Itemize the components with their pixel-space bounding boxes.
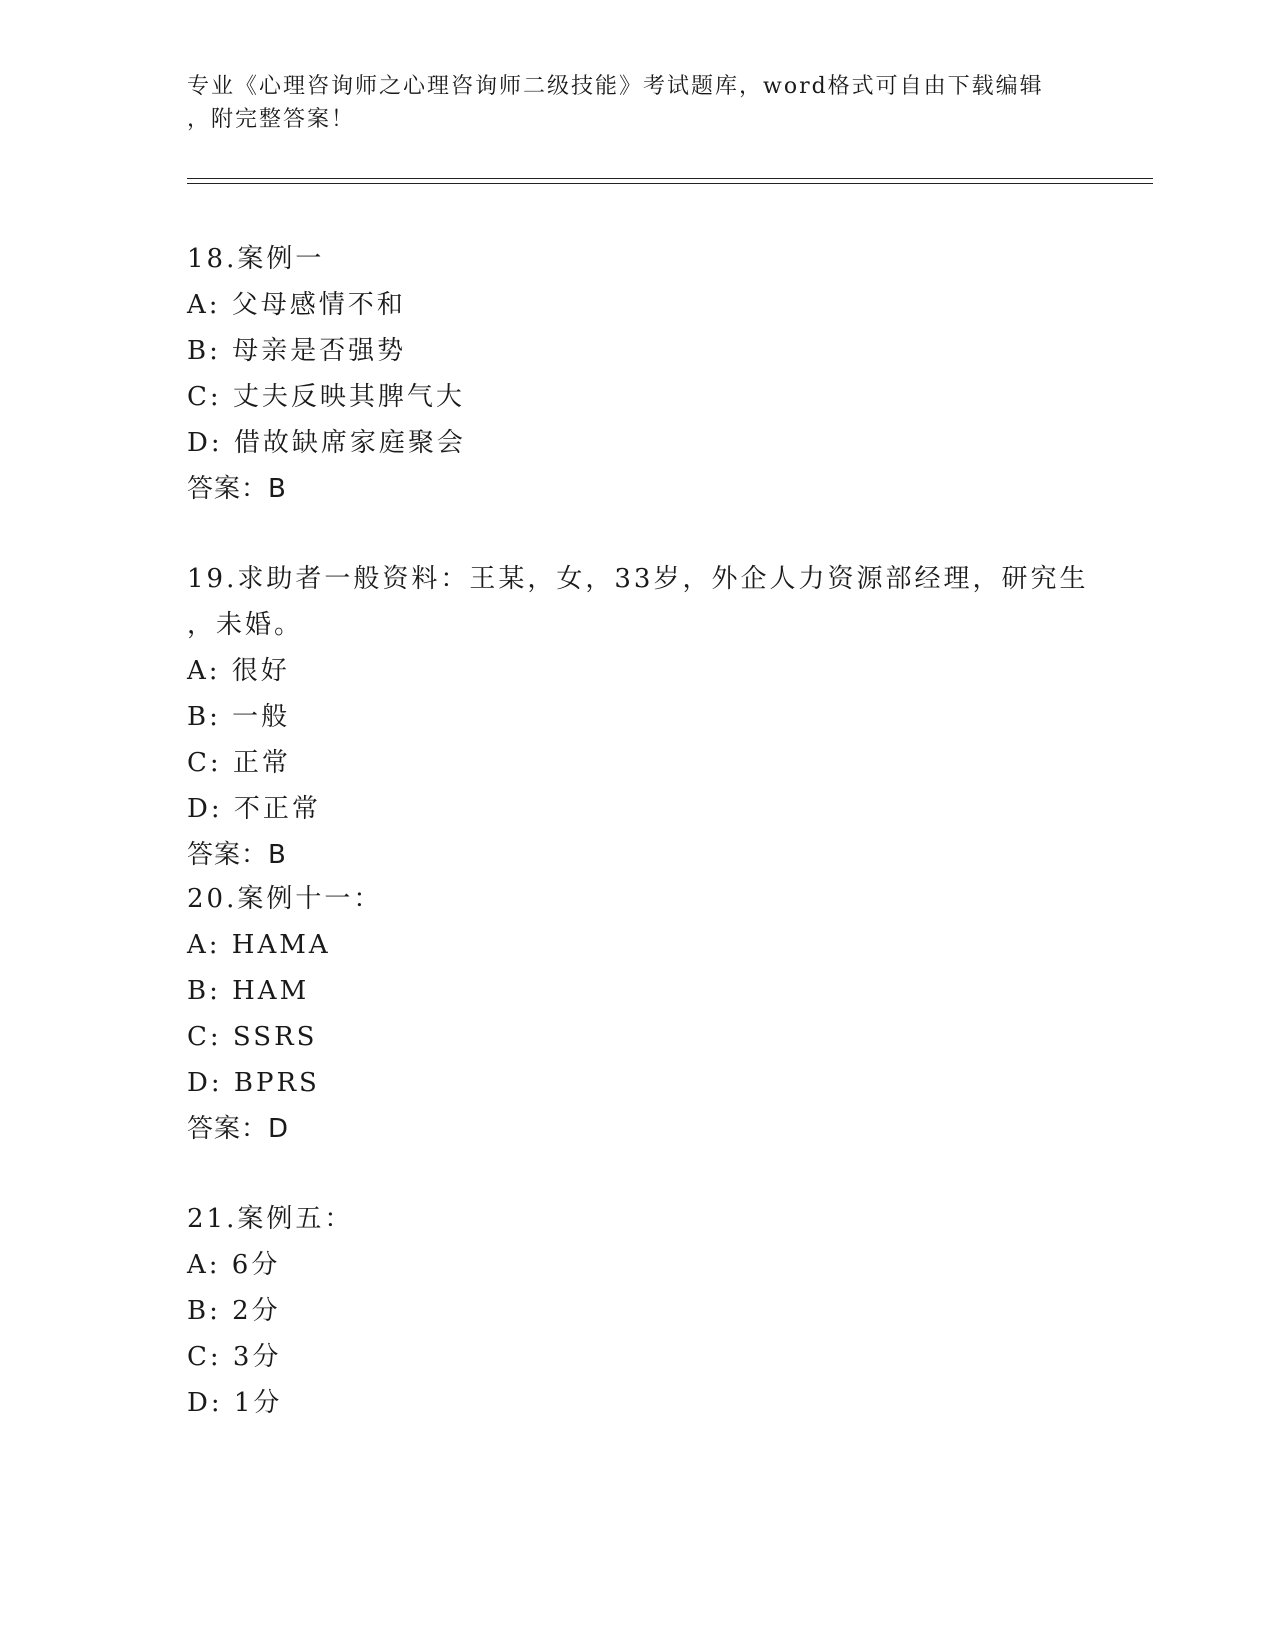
question-number: 20. <box>187 884 238 914</box>
answer-line: 答案：D <box>187 1114 290 1144</box>
header-divider-bottom <box>187 183 1153 184</box>
question-19 <box>187 556 1087 878</box>
question-stem <box>187 556 1087 602</box>
option-d: D: 借故缺席家庭聚会 <box>187 428 466 458</box>
question-stem-text: 求助者一般资料：王某，女，33岁，外企人力资源部经理，研究生 <box>237 564 1089 594</box>
question-stem-text: 案例十一： <box>237 884 383 914</box>
question-21 <box>187 1196 1087 1426</box>
question-stem <box>187 236 1087 282</box>
question-stem-text: 案例一 <box>237 244 325 274</box>
option-b: B: 一般 <box>187 702 291 732</box>
option-a: A: 6分 <box>187 1250 281 1280</box>
option-d: D: 1分 <box>187 1388 283 1418</box>
option-b: B: 母亲是否强势 <box>187 336 407 366</box>
header-divider-top <box>187 178 1153 179</box>
option-d: D: 不正常 <box>187 794 321 824</box>
question-20 <box>187 876 1087 1152</box>
answer-line: 答案：B <box>187 474 287 504</box>
document-header <box>187 70 1107 136</box>
header-line-2: ，附完整答案！ <box>187 107 356 132</box>
question-stem-text: 案例五： <box>237 1204 354 1234</box>
option-c: C: 丈夫反映其脾气大 <box>187 382 465 412</box>
question-18 <box>187 236 1087 512</box>
question-number: 19. <box>187 564 238 594</box>
question-stem <box>187 1196 1087 1242</box>
option-a: A: 父母感情不和 <box>187 290 406 320</box>
option-c: C: 3分 <box>187 1342 282 1372</box>
option-b: B: 2分 <box>187 1296 281 1326</box>
question-stem <box>187 876 1087 922</box>
header-line-1: 专业《心理咨询师之心理咨询师二级技能》考试题库，word格式可自由下载编辑 <box>187 74 1044 99</box>
option-d: D: BPRS <box>187 1068 320 1098</box>
option-c: C: SSRS <box>187 1022 318 1052</box>
answer-line: 答案：B <box>187 840 287 870</box>
option-a: A: HAMA <box>187 930 331 960</box>
question-number: 21. <box>187 1204 238 1234</box>
question-stem-continuation: ，未婚。 <box>187 610 304 640</box>
question-number: 18. <box>187 244 238 274</box>
option-a: A: 很好 <box>187 656 290 686</box>
option-c: C: 正常 <box>187 748 291 778</box>
option-b: B: HAM <box>187 976 310 1006</box>
